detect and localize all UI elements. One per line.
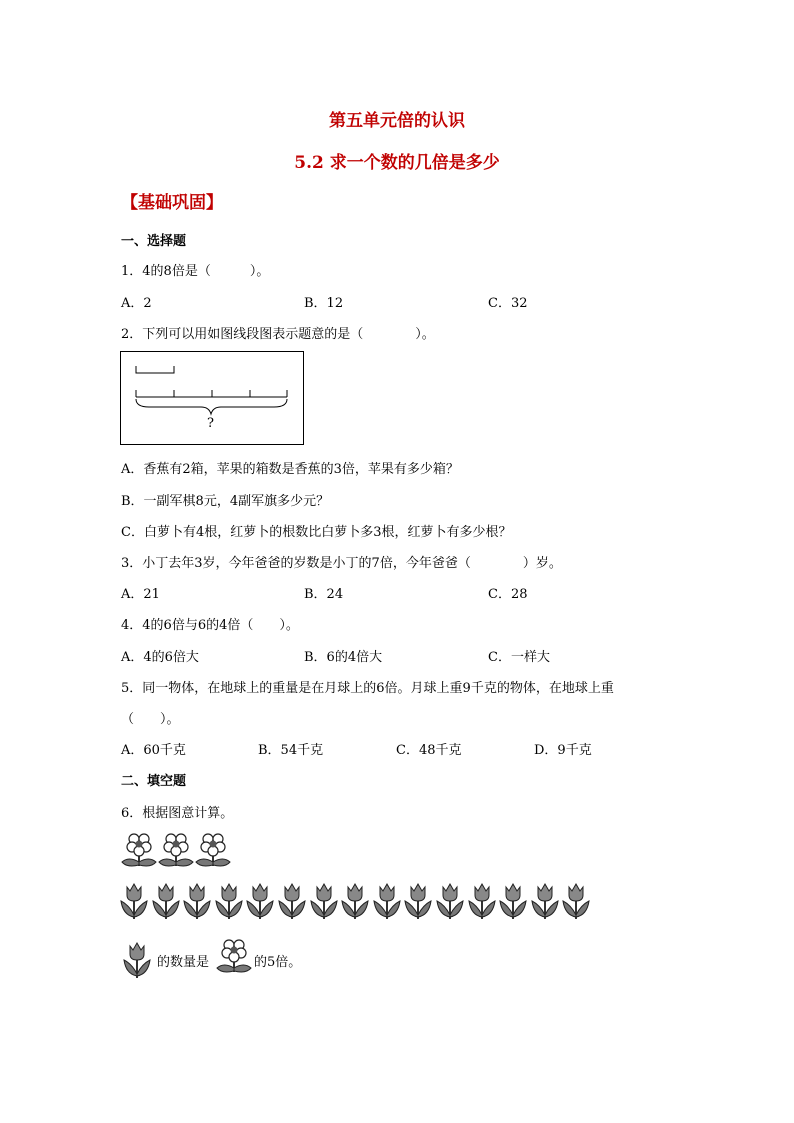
question-6: 6．根据图意计算。 [121,806,234,821]
q6-sentence-mid: 的数量是 [157,955,210,970]
part1-heading: 一、选择题 [121,234,187,249]
tulip-icon [182,881,212,921]
q5-option-c: C．48千克 [396,743,462,758]
lesson-title: 5.2 求一个数的几倍是多少 [294,153,500,173]
tulip-icon [245,881,275,921]
question-3: 3．小丁去年3岁，今年爸爸的岁数是小丁的7倍，今年爸爸（ ）岁。 [121,556,562,571]
question-5-line1: 5．同一物体，在地球上的重量是在月球上的6倍。月球上重9千克的物体，在地球上重 [121,681,614,696]
q4-option-c: C．一样大 [488,650,550,665]
q3-option-b: B．24 [304,587,344,602]
tulip-icon [340,881,370,921]
tulip-icon [122,940,152,980]
q2-option-b: B．一副军棋8元，4副军旗多少元？ [121,494,330,509]
section-heading: 【基础巩固】 [121,193,223,213]
question-1: 1．4的8倍是（ ）。 [121,264,270,279]
tulip-icon [119,881,149,921]
line-segment-diagram [120,351,304,445]
q3-option-c: C．28 [488,587,528,602]
question-5-line2: （ ）。 [121,712,180,727]
pansy-icon [121,832,157,870]
pansy-icon [158,832,194,870]
part2-heading: 二、填空题 [121,774,187,789]
q2-option-c: C．白萝卜有4根，红萝卜的根数比白萝卜多3根，红萝卜有多少根？ [121,525,512,540]
q1-option-a: A．2 [121,296,152,311]
q5-option-a: A．60千克 [121,743,186,758]
tulip-icon [435,881,465,921]
q6-sentence-end: 的5倍。 [254,955,302,970]
tulip-icon [309,881,339,921]
q1-option-b: B．12 [304,296,344,311]
tulip-icon [561,881,591,921]
tulip-icon [403,881,433,921]
tulip-icon [277,881,307,921]
q4-option-b: B．6的4倍大 [304,650,383,665]
q5-option-d: D．9千克 [534,743,592,758]
pansy-icon [216,938,252,976]
tulip-icon [372,881,402,921]
q2-option-a: A．香蕉有2箱，苹果的箱数是香蕉的3倍，苹果有多少箱？ [121,462,459,477]
question-2: 2．下列可以用如图线段图表示题意的是（ ）。 [121,327,435,342]
diagram-question-mark: ? [207,416,214,431]
segment-diagram-svg [121,352,305,446]
q3-option-a: A．21 [121,587,160,602]
tulip-icon [530,881,560,921]
pansy-icon [195,832,231,870]
tulip-icon [467,881,497,921]
q5-option-b: B．54千克 [258,743,324,758]
tulip-icon [151,881,181,921]
q4-option-a: A．4的6倍大 [121,650,199,665]
tulip-icon [214,881,244,921]
question-4: 4．4的6倍与6的4倍（ ）。 [121,618,299,633]
unit-title: 第五单元倍的认识 [329,111,465,131]
tulip-icon [498,881,528,921]
q1-option-c: C．32 [488,296,528,311]
